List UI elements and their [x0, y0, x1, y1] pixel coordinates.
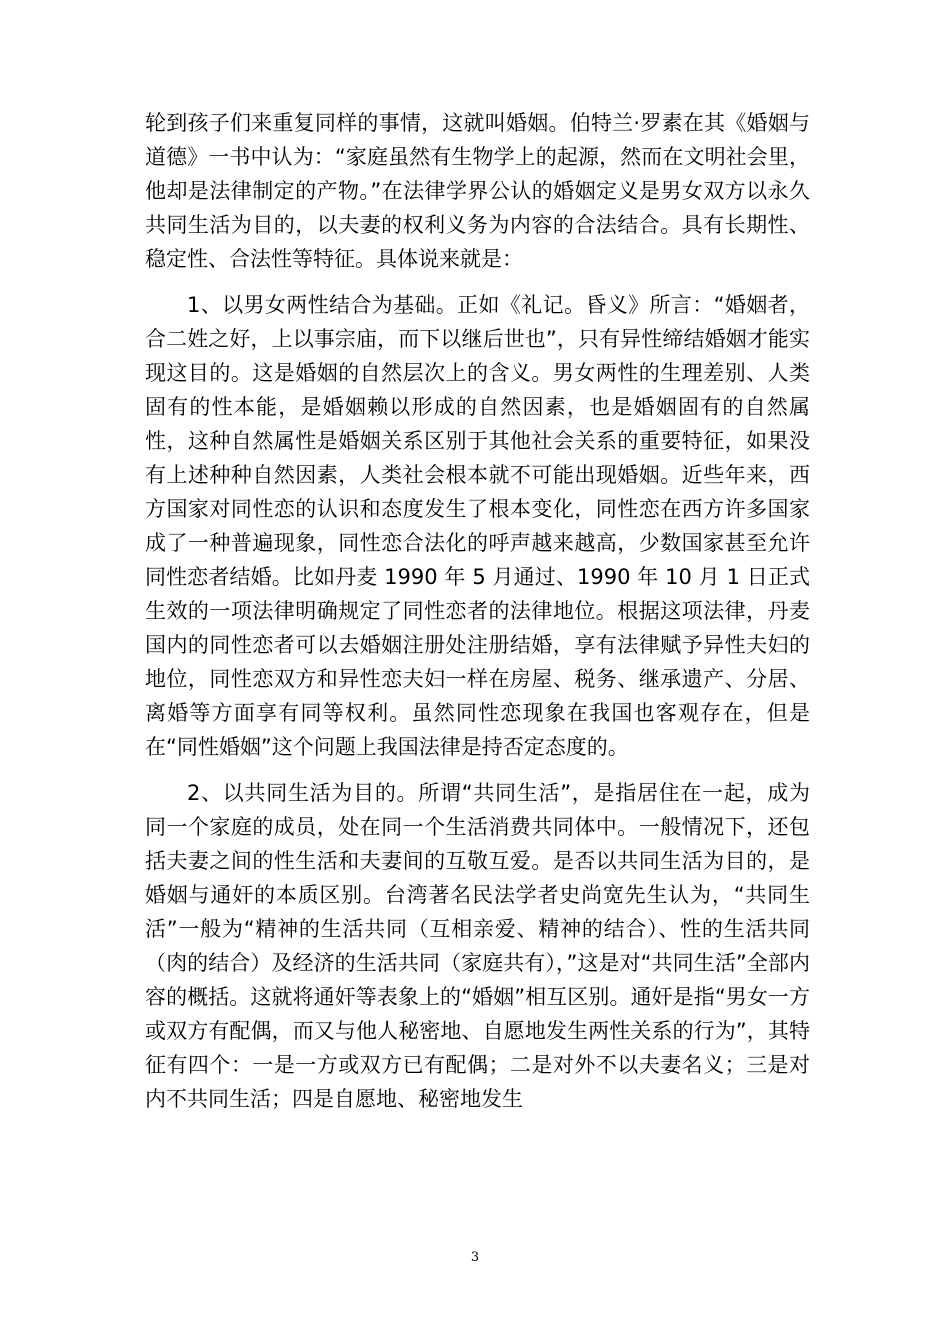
paragraph-2: 1、以男女两性结合为基础。正如《礼记。昏义》所言：“婚姻者，合二姓之好，上以事宗庙，而下以继后世也”，只有异性缔结婚姻才能实现这目的。这是婚姻的自然层次上的含义。男女两性的生理差别、人类固有的性本能，是婚姻赖以形成的自然因素，也是婚姻固有的自然属性，这种自然属性是婚姻关系区别于其他社会关系的重要特征，如果没有上述种种自然因素，人类社会根本就不可能出现婚姻。近些年来，西方国家对同性恋的认识和态度发生了根本变化，同性恋在西方许多国家成了一种普遍现象，同性恋合法化的呼声越来越高，少数国家甚至允许同性恋者结婚。比如丹麦 1990 年 5 月通过、1990 年 10 月 1 日正式生效的一项法律明确规定了同性恋者的法律地位。根据这项法律，丹麦国内的同性恋者可以去婚姻注册处注册结婚，享有法律赋予异性夫妇的地位，同性恋双方和异性恋夫妇一样在房屋、税务、继承遗产、分居、离婚等方面享有同等权利。虽然同性恋现象在我国也客观存在，但是在“同性婚姻”这个问题上我国法律是持否定态度的。: [145, 293, 810, 759]
page-number: 3: [470, 1250, 480, 1265]
paragraph-3: 2、以共同生活为目的。所谓“共同生活”，是指居住在一起，成为同一个家庭的成员，处在同一个生活消费共同体中。一般情况下，还包括夫妻之间的性生活和夫妻间的互敬互爱。是否以共同生活为目的，是婚姻与通奸的本质区别。台湾著名民法学者史尚宽先生认为，“共同生活”一般为“精神的生活共同（互相亲爱、精神的结合）、性的生活共同（肉的结合）及经济的生活共同（家庭共有），”这是对“共同生活”全部内容的概括。这就将通奸等表象上的“婚姻”相互区别。通奸是指“男女一方或双方有配偶，而又与他人秘密地、自愿地发生两性关系的行为”，其特征有四个：一是一方或双方已有配偶；二是对外不以夫妻名义；三是对内不共同生活；四是自愿地、秘密地发生: [145, 781, 810, 1111]
paragraph-1: 轮到孩子们来重复同样的事情，这就叫婚姻。伯特兰·罗素在其《婚姻与道德》一书中认为：“家庭虽然有生物学上的起源，然而在文明社会里，他却是法律制定的产物。”在法律学界公认的婚姻定义是男女双方以永久共同生活为目的，以夫妻的权利义务为内容的合法结合。具有长期性、稳定性、合法性等特征。具体说来就是：: [145, 111, 810, 271]
body-text: [145, 106, 810, 1116]
